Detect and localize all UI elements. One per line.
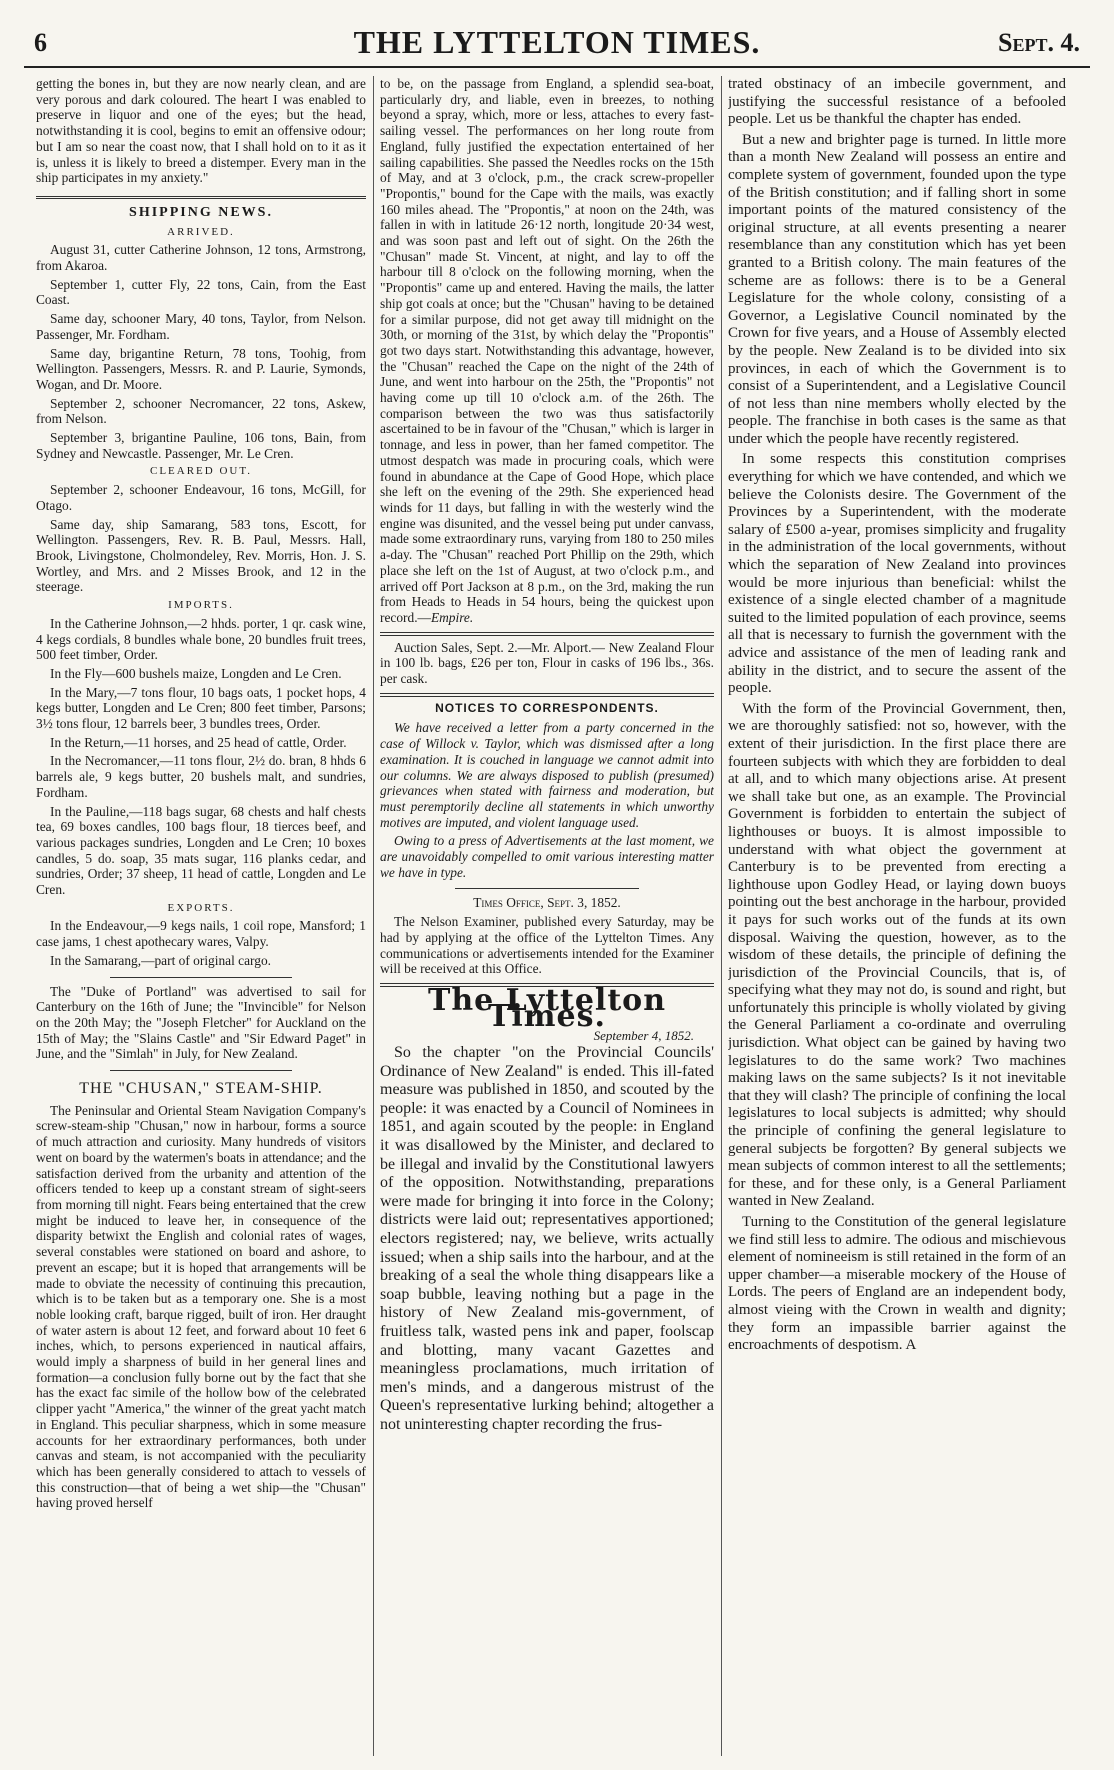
divider bbox=[380, 632, 714, 636]
leader-article: So the chapter "on the Provincial Councils' Ordinance of New Zealand" is ended. This ill-fated measure was published in 1850, and scouted by the people: it was enacted by a Council of Nominees in 1851, and again scouted by the people: in England it was disallowed by the Minister, and declared to be illegal and invalid by the Constitutional lawyers of the opposition. Notwithstanding, preparations were made for bringing it into force in the Colony; districts were laid out; representatives apportioned; electors registered; nay, we believe, writs actually issued; when a ship sails into the harbour, and at the breaking of a seal the whole thing disappears like a soap bubble, leaving nothing but a page in the history of New Zealand mis-government, of fruitless talk, wasted pens ink and paper, foolscap and blotting, many vacant Gazettes and meaningless proclamations, much irritation of men's minds, and a dangerous mistrust of the Queen's representative lurking behind; altogether a not uninteresting chapter recording the frus- bbox=[380, 1044, 714, 1433]
arrived-entry: Same day, brigantine Return, 78 tons, Toohig, from Wellington. Passengers, Messrs. R. and P. Laurie, Symonds, Wogan, and Dr. Moore. bbox=[36, 345, 366, 392]
newspaper-title: THE LYTTELTON TIMES. bbox=[353, 24, 761, 60]
arrived-entry: September 1, cutter Fly, 22 tons, Cain, from the East Coast. bbox=[36, 276, 366, 308]
masthead bbox=[24, 14, 1090, 68]
issue-date: Sept. 4. bbox=[998, 28, 1080, 57]
import-entry: In the Necromancer,—11 tons flour, 2½ do. bran, 8 hhds 6 barrels ale, 9 kegs butter, 20 bushels malt, and sundries, Fordham. bbox=[36, 753, 366, 800]
export-entry: In the Endeavour,—9 kegs nails, 1 coil rope, Mansford; 1 case jams, 1 chest apothecary wares, Valpy. bbox=[36, 918, 366, 950]
chusan-heading: THE "CHUSAN," STEAM-SHIP. bbox=[79, 1080, 323, 1098]
column-rule-1 bbox=[373, 76, 374, 1756]
shipping-news-heading: SHIPPING NEWS. bbox=[129, 204, 273, 220]
import-entry: In the Mary,—7 tons flour, 10 bags oats, 1 pocket hops, 4 kegs butter, Longden and Le Cren; 800 feet timber, Parsons; 3½ tons flour, 12 barrels beer, 3 bundles trees, Order. bbox=[36, 684, 366, 732]
column-3 bbox=[728, 76, 1066, 1756]
column-rule-2 bbox=[721, 76, 722, 1756]
leader-paragraph: In some respects this constitution comprises everything for which we have contended, and which we believe the Colonists desire. The Government of the Provinces by a Superintendent, with the moderate salary of £500 a-year, promises simplicity and frugality in the administration of the local governments, without which the separation of New Zealand into provinces would be more injurious than beneficial: whilst the existence of a single elected chamber of a magnitude suited to the limited population of each province, seems all that is necessary to furnish the government with the advice and assistance of the men of leading rank and ability in the district, and to secure the assent of the people. bbox=[728, 451, 1066, 697]
import-entry: In the Pauline,—118 bags sugar, 68 chests and half chests tea, 69 boxes candles, 100 bags flour, 18 tierces beef, and various packages sundries, Longden and Le Cren; 10 boxes candles, 5 do. soap, 35 mats sugar, 116 planks cedar, and sundries, Order; 37 sheep, 11 head of cattle, Longden and Le Cren. bbox=[36, 803, 366, 898]
column-1 bbox=[36, 76, 366, 1756]
exports-heading: EXPORTS. bbox=[167, 901, 235, 914]
article-continuation: getting the bones in, but they are now nearly clean, and are very porous and dark coloured. The heart I was enabled to preserve in liquor and one of the eyes; but the head, notwithstanding it is cool, begins to emit an offensive odour; but I am so near the coast now, that I shall hold on to it as it is, unless it is likely to breed a distemper. Every man in the ship participates in my anxiety." bbox=[36, 76, 366, 186]
chusan-article-text: to be, on the passage from England, a splendid sea-boat, particularly dry, and liable, even in breezes, to nothing beyond a spray, which, more or less, attaches to every fast-sailing vessel. The performances on her long route from England, fully justified the expectation entertained of her sailing capabilities. She passed the Needles rocks on the 15th of May, and at 3 o'clock, p.m., the crack screw-propeller "Propontis," bound for the Cape with the mails, was exactly 160 miles ahead. The "Propontis," at noon on the 24th, was fallen in with in latitude 26·12 north, longitude 20·34 west, and was soon past and left out of sight. On the 26th the "Chusan" made St. Vincent, at night, and lay to off the harbour till 8 o'clock on the following morning, when the "Propontis" came up and entered. Having the mails, the latter ship got coals at once; but the "Chusan" having to be detained for a similar purpose, did not get away till midnight on the 30th, or morning of the 31st, by which delay the "Propontis" got two days start. Notwithstanding this advantage, however, the "Chusan" reached the Cape on the night of the 24th of June, and went into harbour on the 25th, the "Propontis" not having come up till 10 o'clock a.m. of the 26th. The comparison between the two was thus satisfactorily ascertained to be in favour of the "Chusan," which is larger in tonnage, and less in power, than her famed competitor. The utmost despatch was made in procuring coals, which were found in abundance at the Cape of Good Hope, which place she left on the evening of the 29th. She experienced head winds for 11 days, but falling in with the westerly wind the engine was disunited, and the vessel being put under canvass, made some extraordinary runs, varying from 180 to 250 miles a-day. The "Chusan" reached Port Phillip on the 29th, which place she left on the 1st of August, at two o'clock p.m., and arrived off Port Jackson at 8 p.m., on the 3rd, making the run from Heads to Heads in 54 hours, being the quickest upon record.— bbox=[380, 76, 714, 625]
import-entry: In the Fly—600 bushels maize, Longden and Le Cren. bbox=[50, 665, 342, 681]
leader-date: September 4, 1852. bbox=[593, 1028, 694, 1044]
leader-paragraph: trated obstinacy of an imbecile government, and justifying the successful resistance of a befooled people. Let us be thankful the chapter has ended. bbox=[728, 76, 1066, 128]
export-entry: In the Samarang,—part of original cargo. bbox=[50, 952, 271, 968]
leader-paragraph: With the form of the Provincial Government, then, we are thoroughly satisfied: not so, however, with the extent of their jurisdiction. In the first place there are fourteen subjects with which they are forbidden to deal at all, and to which many objections arise. At present we shall take but one, as an example. The Provincial Government is forbidden to entertain the subject of lighthouses or buoys. It is almost impossible to understand with what object the government at Canterbury is to be prevented from erecting a lighthouse upon Godley Head, or laying down buoys pointing out the best anchorage in the harbour, provided it pays for such works out of the funds at its own disposal. Waiving the question, however, as to the wisdom of these details, the principle of defining the jurisdiction of the Provincial Councils, that is, of specifying what they may not do, is sound and right, but unfortunately this principle is wholly violated by giving the General Parliament a co-ordinate and overruling jurisdiction. What object can be gained by having two legislatures to do the same work? Two machines making laws on the same subjects? Is it not inevitable that they will clash? The principle of confining the local legislatures to local subjects is admitted; why should the principle of confining the general legislature to general subjects be forgotten? By general subjects we mean subjects of common interest to all the settlements; for these, and for these only, is a General Parliament wanted in New Zealand. bbox=[728, 700, 1066, 1210]
cleared-entry: September 2, schooner Endeavour, 16 tons, McGill, for Otago. bbox=[36, 482, 366, 513]
column-2 bbox=[380, 76, 714, 1756]
leader-paragraph: Turning to the Constitution of the general legislature we find still less to admire. The odious and mischievous element of nomineeism is still retained in the form of an upper chamber—a miserable mockery of the House of Lords. The peers of England are an independent body, almost vieing with the Crown in wealth and dignity; they form an impassible barrier against the encroachments of despotism. A bbox=[728, 1214, 1066, 1354]
import-entry: In the Catherine Johnson,—2 hhds. porter, 1 qr. cask wine, 4 kegs cordials, 8 bundles whale bone, 20 bundles fruit trees, 500 feet timber, Order. bbox=[36, 615, 366, 663]
divider bbox=[110, 1070, 292, 1071]
chusan-article-continued bbox=[380, 76, 714, 626]
arrived-entry: August 31, cutter Catherine Johnson, 12 tons, Armstrong, from Akaroa. bbox=[36, 242, 366, 274]
cleared-entry: Same day, ship Samarang, 583 tons, Escott, for Wellington. Passengers, Rev. R. B. Paul, Messrs. Hall, Brook, Livingstone, Cholmondeley, Rev. Morris, Hon. J. S. Wortley, and Mrs. and 2 Misses Brook, and 12 in the steerage. bbox=[36, 516, 366, 595]
section-divider bbox=[36, 196, 366, 199]
divider bbox=[110, 977, 292, 978]
divider bbox=[455, 888, 639, 889]
divider bbox=[380, 693, 714, 697]
notices-heading: NOTICES TO CORRESPONDENTS. bbox=[435, 700, 659, 715]
notice-entry: We have received a letter from a party concerned in the case of Willock v. Taylor, which was dismissed after a long examination. It is couched in language we cannot admit into our columns. We are always disposed to publish (presumed) grievances when stated with fairness and moderation, but must peremptorily decline all statements in which unworthy motives are imputed, and violent language used. bbox=[380, 720, 714, 830]
arrived-entry: September 2, schooner Necromancer, 22 tons, Askew, from Nelson. bbox=[36, 395, 366, 427]
arrived-entry: September 3, brigantine Pauline, 106 tons, Bain, from Sydney and Newcastle. Passenger, Mr. Le Cren. bbox=[36, 430, 366, 461]
import-entry: In the Return,—11 horses, and 25 head of cattle, Order. bbox=[50, 734, 347, 750]
leader-paragraph: But a new and brighter page is turned. In little more than a month New Zealand will possess an entire and complete system of government, founded upon the type of the British constitution; and if falling short in some important points of the matured consistency of the original structure, at all events presenting a nearer resemblance than any constitution which has yet been granted to a British colony. The main features of the scheme are as follows: there is to be a General Legislature for the whole colony, consisting of a Governor, a Legislative Council nominated by the Crown for five years, and a House of Assembly elected by the people. New Zealand is to be divided into six provinces, in each of which the Government is to consist of a Superintendent, and a Legislative Council of not less than nine members wholly elected by the people. The franchise in both cases is the same as that under which the people have recently registered. bbox=[728, 131, 1066, 447]
office-dateline: Times Office, Sept. 3, 1852. bbox=[473, 895, 621, 911]
imports-heading: IMPORTS. bbox=[168, 599, 234, 612]
advertised-sailings: The "Duke of Portland" was advertised to sail for Canterbury on the 16th of June; the "Invincible" for Nelson on the 20th May; the "Joseph Fletcher" for Auckland on the 15th of May; the "Slains Castle" and "Sir Edward Paget" in June, and the "Simlah" in July, for New Zealand. bbox=[36, 983, 366, 1062]
chusan-source: Empire. bbox=[430, 609, 474, 625]
cleared-heading: CLEARED OUT. bbox=[149, 465, 252, 478]
auction-sales: Auction Sales, Sept. 2.—Mr. Alport.— New Zealand Flour in 100 lb. bags, £26 per ton, Flour in casks of 196 lbs., 36s. per cask. bbox=[380, 639, 714, 687]
page-number: 6 bbox=[34, 28, 47, 57]
office-notice: The Nelson Examiner, published every Saturday, may be had by applying at the office of the Lyttelton Times. Any communications or advertisements intended for the Examiner will be received at this Office. bbox=[380, 914, 714, 977]
chusan-article: The Peninsular and Oriental Steam Navigation Company's screw-steam-ship "Chusan," now in harbour, forms a source of much attraction and curiosity. Many hundreds of visitors went on board by the watermen's boats in attendance; and the satisfaction derived from the urbanity and attention of the officers tended to keep up a constant stream of sight-seers from morning till night. Fears being entertained that the crew might be induced to leave her, in consequence of the disparity betwixt the English and colonial rates of wages, several constables were stationed on board and ashore, to prevent an escape; but it is hoped that arrangements will be made to obviate the necessity of continuing this precaution, which is to be taken but as a temporary one. She is a most noble looking craft, barque rigged, built of iron. Her draught of water astern is about 12 feet, and forward about 10 feet 6 inches, which, to persons experienced in nautical affairs, would imply a sharpness of build in her general lines and formation—a conclusion fully borne out by the fact that she has the exact fac simile of the hollow bow of the celebrated clipper yacht "America," the winner of the great yacht match in England. This peculiar sharpness, which in some measure accounts for her extraordinary performances, both under canvas and steam, is not accompanied with the peculiarity which has been generally considered to attach to vessels of this construction—that of being a wet ship—the "Chusan" having proved herself bbox=[36, 1102, 366, 1511]
arrived-heading: ARRIVED. bbox=[167, 225, 235, 238]
arrived-entry: Same day, schooner Mary, 40 tons, Taylor, from Nelson. Passenger, Mr. Fordham. bbox=[36, 311, 366, 342]
notice-entry: Owing to a press of Advertisements at the last moment, we are unavoidably compelled to omit various interesting matter we have in type. bbox=[380, 833, 714, 880]
leader-title: The Lyttelton Times. bbox=[428, 982, 666, 1034]
